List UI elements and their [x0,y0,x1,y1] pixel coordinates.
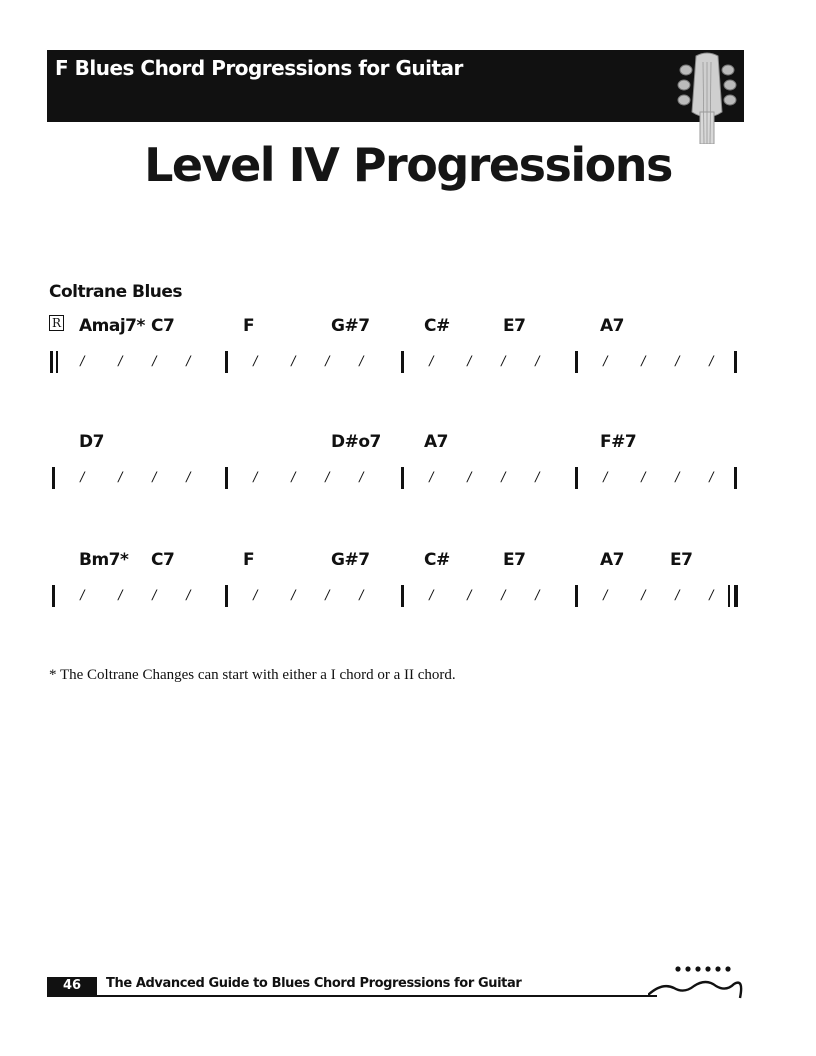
barline [401,351,404,373]
chord-symbol: D#o7 [331,432,381,452]
beat-slash: / [323,588,331,603]
beat-slash: / [499,470,507,485]
beat-slash: / [707,354,715,369]
beat-slash: / [601,588,609,603]
barline [575,585,578,607]
barline [52,585,55,607]
beat-slash: / [707,588,715,603]
beat-slash: / [499,588,507,603]
beat-slash: / [184,588,192,603]
beat-slash: / [465,354,473,369]
beat-slash: / [357,588,365,603]
chord-symbol: G#7 [331,550,370,570]
rehearsal-mark: R [49,315,64,331]
barline [52,467,55,489]
beat-slash: / [251,588,259,603]
beat-slash: / [533,354,541,369]
final-barline [728,585,730,607]
beat-slash: / [639,354,647,369]
beat-slash: / [323,470,331,485]
barline [575,467,578,489]
beat-slash: / [707,470,715,485]
beat-slash: / [533,470,541,485]
footnote: * The Coltrane Changes can start with either a I chord or a II chord. [49,667,456,683]
beat-slash: / [251,354,259,369]
header-banner [47,50,744,122]
beat-slash: / [289,470,297,485]
beat-slash: / [427,588,435,603]
beat-slash: / [251,470,259,485]
chord-symbol: A7 [424,432,448,452]
beat-slash: / [533,588,541,603]
guitar-neck-icon [648,962,748,1004]
beat-slash: / [289,588,297,603]
beat-slash: / [427,354,435,369]
beat-slash: / [465,470,473,485]
chord-symbol: Amaj7* [79,316,145,336]
beat-slash: / [673,470,681,485]
page-title: Level IV Progressions [144,138,672,192]
beat-slash: / [357,354,365,369]
chord-symbol: A7 [600,316,624,336]
beat-slash: / [184,354,192,369]
barline [734,351,737,373]
guitar-headstock-icon [674,52,740,144]
beat-slash: / [78,470,86,485]
beat-slash: / [601,470,609,485]
repeat-barline [50,351,53,373]
beat-slash: / [116,354,124,369]
beat-slash: / [150,470,158,485]
beat-slash: / [150,588,158,603]
beat-slash: / [150,354,158,369]
chord-symbol: Bm7* [79,550,129,570]
chord-symbol: G#7 [331,316,370,336]
section-title: Coltrane Blues [49,282,183,302]
banner-title: F Blues Chord Progressions for Guitar [55,56,463,80]
chord-symbol: E7 [503,316,526,336]
barline [575,351,578,373]
beat-slash: / [639,588,647,603]
beat-slash: / [601,354,609,369]
beat-slash: / [427,470,435,485]
beat-slash: / [184,470,192,485]
chord-symbol: F [243,316,255,336]
beat-slash: / [78,354,86,369]
footer-book-title: The Advanced Guide to Blues Chord Progressions for Guitar [106,976,522,991]
barline [225,585,228,607]
barline [734,467,737,489]
chord-symbol: C7 [151,316,175,336]
beat-slash: / [116,588,124,603]
chord-symbol: E7 [670,550,693,570]
footer-rule [47,995,657,997]
chord-symbol: A7 [600,550,624,570]
chord-symbol: C# [424,316,450,336]
beat-slash: / [673,588,681,603]
beat-slash: / [499,354,507,369]
chord-symbol: C# [424,550,450,570]
beat-slash: / [465,588,473,603]
final-barline [734,585,738,607]
chord-symbol: F [243,550,255,570]
beat-slash: / [673,354,681,369]
beat-slash: / [116,470,124,485]
chord-symbol: E7 [503,550,526,570]
chord-symbol: C7 [151,550,175,570]
beat-slash: / [323,354,331,369]
barline [401,467,404,489]
chord-symbol: D7 [79,432,104,452]
beat-slash: / [357,470,365,485]
barline [225,351,228,373]
beat-slash: / [639,470,647,485]
barline [401,585,404,607]
beat-slash: / [78,588,86,603]
repeat-barline [56,351,58,373]
chord-symbol: F#7 [600,432,637,452]
barline [225,467,228,489]
page-number: 46 [47,977,97,995]
beat-slash: / [289,354,297,369]
